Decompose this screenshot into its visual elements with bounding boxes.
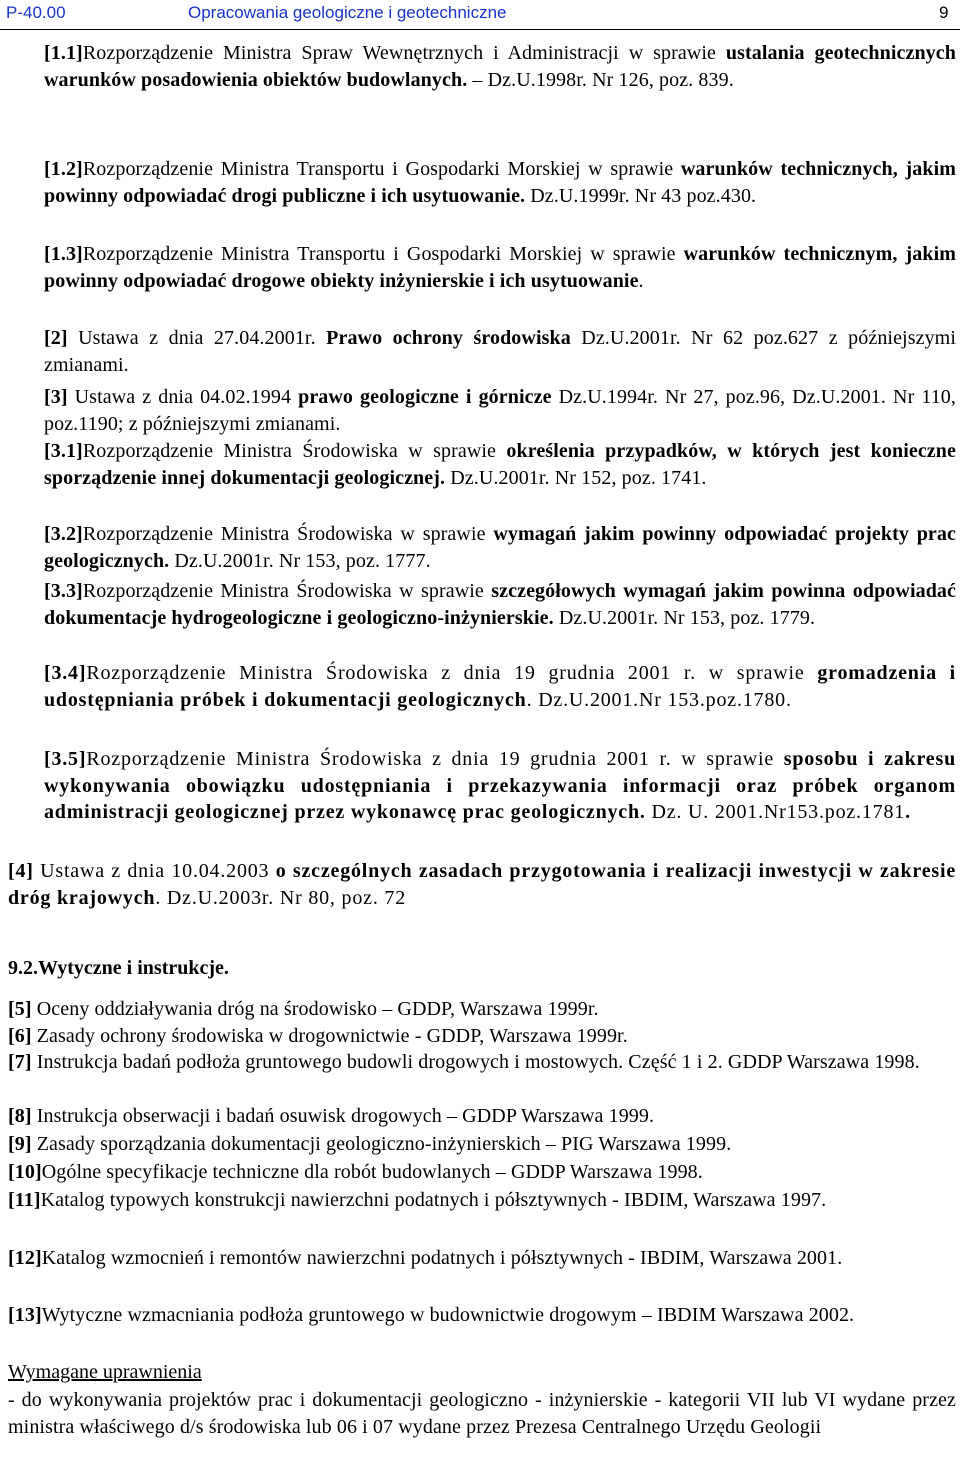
guideline-6: [6] Zasady ochrony środowiska w drogownictwie - GDDP, Warszawa 1999r. (8, 1025, 628, 1047)
guideline-12: [12]Katalog wzmocnień i remontów nawierzchni podatnych i półsztywnych - IBDIM, Warszawa 2001. (8, 1247, 843, 1269)
guideline-13: [13]Wytyczne wzmacniania podłoża gruntowego w budownictwie drogowym – IBDIM Warszawa 2002. (8, 1304, 855, 1326)
requirements-text: - do wykonywania projektów prac i dokumentacji geologiczno - inżynierskie - kategorii VII lub VI wydane przez ministra właściwego d/s środowiska lub 06 i 07 wydane przez Prezesa Centralnego Urzędu Geologii (8, 1389, 956, 1438)
reference-3-4: [3.4]Rozporządzenie Ministra Środowiska z dnia 19 grudnia 2001 r. w sprawie gromadzenia i udostępniania próbek i dokumentacji geologicznych. Dz.U.2001.Nr 153.poz.1780. (44, 662, 956, 711)
reference-1-2: [1.2]Rozporządzenie Ministra Transportu i Gospodarki Morskiej w sprawie warunków technicznych, jakim powinny odpowiadać drogi publiczne i ich usytuowanie. Dz.U.1999r. Nr 43 poz.430. (44, 158, 957, 207)
reference-3-5: [3.5]Rozporządzenie Ministra Środowiska z dnia 19 grudnia 2001 r. w sprawie sposobu i zakresu wykonywania obowiązku udostępniania i przekazywania informacji oraz próbek organom administracji geologicznej przez wykonawcę prac geologicznych. Dz. U. 2001.Nr153.poz.1781. (44, 748, 956, 823)
guideline-10: [10]Ogólne specyfikacje techniczne dla robót budowlanych – GDDP Warszawa 1998. (8, 1161, 703, 1183)
reference-3-3: [3.3]Rozporządzenie Ministra Środowiska w sprawie szczegółowych wymagań jakim powinna odpowiadać dokumentacje hydrogeologiczne i geologiczno-inżynierskie. Dz.U.2001r. Nr 153, poz. 1779. (44, 580, 956, 629)
guideline-11: [11]Katalog typowych konstrukcji nawierzchni podatnych i półsztywnych - IBDIM, Warszawa 1997. (8, 1189, 827, 1211)
page-header (0, 0, 960, 30)
reference-1-3: [1.3]Rozporządzenie Ministra Transportu i Gospodarki Morskiej w sprawie warunków technicznym, jakim powinny odpowiadać drogowe obiekty inżynierskie i ich usytuowanie. (44, 243, 956, 292)
reference-3: [3] Ustawa z dnia 04.02.1994 prawo geologiczne i górnicze Dz.U.1994r. Nr 27, poz.96, Dz.U.2001. Nr 110, poz.1190; z późniejszymi zmianami. (44, 386, 956, 435)
requirements-heading: Wymagane uprawnienia (8, 1361, 202, 1383)
reference-4: [4] Ustawa z dnia 10.04.2003 o szczególnych zasadach przygotowania i realizacji inwestycji w zakresie dróg krajowych. Dz.U.2003r. Nr 80, poz. 72 (8, 860, 957, 909)
guideline-5: [5] Oceny oddziaływania dróg na środowisko – GDDP, Warszawa 1999r. (8, 998, 599, 1020)
page-number: 9 (939, 3, 949, 22)
document-title: Opracowania geologiczne i geotechniczne (188, 3, 507, 22)
reference-1-1: [1.1]Rozporządzenie Ministra Spraw Wewnętrznych i Administracji w sprawie ustalania geotechnicznych warunków posadowienia obiektów budowlanych. – Dz.U.1998r. Nr 126, poz. 839. (44, 42, 956, 91)
guideline-9: [9] Zasady sporządzania dokumentacji geologiczno-inżynierskich – PIG Warszawa 1999. (8, 1133, 732, 1155)
reference-3-1: [3.1]Rozporządzenie Ministra Środowiska w sprawie określenia przypadków, w których jest konieczne sporządzenie innej dokumentacji geologicznej. Dz.U.2001r. Nr 152, poz. 1741. (44, 440, 956, 489)
guideline-8: [8] Instrukcja obserwacji i badań osuwisk drogowych – GDDP Warszawa 1999. (8, 1105, 655, 1127)
guideline-7: [7] Instrukcja badań podłoża gruntowego budowli drogowych i mostowych. Część 1 i 2. GDDP Warszawa 1998. (8, 1051, 920, 1073)
reference-2: [2] Ustawa z dnia 27.04.2001r. Prawo ochrony środowiska Dz.U.2001r. Nr 62 poz.627 z późniejszymi zmianami. (44, 327, 956, 376)
reference-3-2: [3.2]Rozporządzenie Ministra Środowiska w sprawie wymagań jakim powinny odpowiadać projekty prac geologicznych. Dz.U.2001r. Nr 153, poz. 1777. (44, 523, 956, 572)
page-code: P-40.00 (6, 3, 66, 22)
section-heading-9-2: 9.2.Wytyczne i instrukcje. (8, 957, 229, 979)
